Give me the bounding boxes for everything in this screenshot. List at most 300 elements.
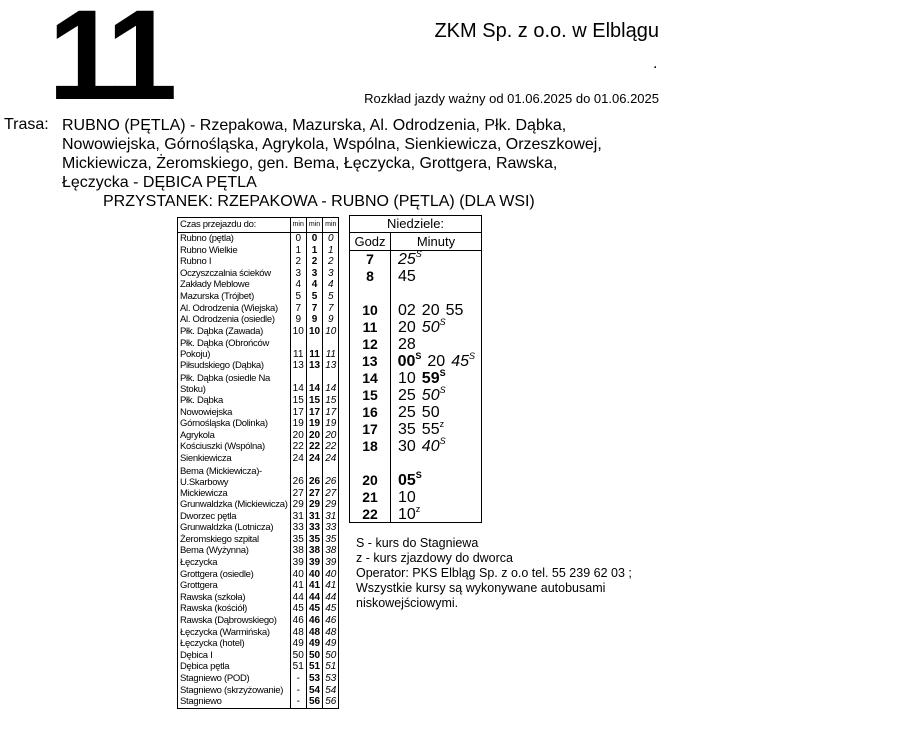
minute-marker: S	[439, 436, 446, 446]
route-description	[62, 116, 647, 192]
minute-value: 20	[427, 353, 446, 370]
stop-name: Mazurska (Trójbet)	[178, 291, 291, 303]
travel-time-row	[178, 499, 339, 511]
departure-hour: 8	[366, 268, 374, 284]
stop-name: Grunwaldzka (Mickiewicza)	[178, 499, 291, 511]
stop-name: Łęczycka (Warmińska)	[178, 627, 291, 639]
time-a: 0	[290, 233, 306, 245]
time-c: 0	[328, 233, 334, 244]
time-c: 7	[328, 302, 334, 314]
time-a: 22	[290, 441, 306, 453]
departure-row	[350, 370, 481, 387]
minute-marker: z	[439, 419, 445, 429]
travel-time-row	[178, 245, 339, 257]
departure-minute	[398, 438, 416, 455]
time-c: 4	[328, 279, 334, 291]
departure-minute	[398, 404, 416, 421]
time-a: 51	[290, 661, 306, 673]
header-dot: .	[653, 55, 658, 72]
departure-minute	[398, 387, 416, 404]
departure-row	[350, 404, 481, 421]
validity-text: Rozkład jazdy ważny od 01.06.2025 do 01.06.2025	[364, 91, 659, 106]
departure-hour: 16	[362, 404, 378, 420]
note-line: z - kurs zjazdowy do dworca	[356, 551, 514, 565]
time-a: 50	[290, 650, 306, 662]
travel-time-row	[178, 569, 339, 581]
departure-minute	[422, 438, 446, 455]
time-a: 35	[290, 534, 306, 546]
line-number: 11	[48, 0, 172, 127]
time-a: 13	[290, 360, 306, 372]
time-b: 2	[306, 256, 322, 268]
stop-name: Grottgera	[178, 580, 291, 592]
departure-minutes	[390, 251, 428, 269]
departure-minute	[398, 319, 416, 336]
time-b: 9	[306, 314, 322, 326]
time-c: 51	[325, 661, 337, 673]
minute-value: 50	[421, 387, 440, 404]
time-b: 5	[306, 291, 322, 303]
time-c: 45	[325, 603, 337, 615]
minute-value: 45	[451, 353, 469, 370]
departure-row	[350, 421, 481, 438]
time-b: 22	[306, 441, 322, 453]
stop-name: Bema (Wyżynna)	[178, 545, 291, 557]
time-c: 10	[325, 325, 337, 337]
time-b: 51	[306, 661, 322, 673]
time-c: 2	[328, 256, 334, 268]
time-c: 35	[325, 533, 337, 545]
departure-row	[350, 387, 481, 404]
travel-time-row	[178, 603, 339, 615]
travel-time-header-row	[178, 218, 339, 233]
minute-marker: S	[439, 317, 446, 327]
stop-name: Płk. Dąbka (osiedle Na Stoku)	[178, 372, 291, 395]
minute-value: 05	[398, 472, 416, 489]
minute-value: 35	[398, 421, 416, 438]
time-c: 14	[325, 383, 337, 395]
departure-minute	[398, 370, 416, 387]
time-a: 29	[290, 499, 306, 511]
minute-value: 10	[398, 506, 416, 523]
unit-header: min	[306, 218, 322, 233]
time-c: 1	[328, 244, 334, 256]
departure-minutes	[390, 387, 452, 405]
travel-time-row	[178, 696, 339, 708]
stop-name: Grunwaldzka (Lotnicza)	[178, 522, 291, 534]
note-line: niskowejściowymi.	[356, 596, 459, 610]
time-c: 13	[325, 360, 337, 372]
stop-name: Płk. Dąbka (Zawada)	[178, 326, 291, 338]
time-c: 11	[325, 348, 336, 360]
minute-value: 45	[398, 268, 416, 285]
departure-hour: 17	[362, 421, 378, 437]
departure-minute	[398, 421, 416, 438]
time-b: 35	[306, 534, 322, 546]
departure-minute	[422, 319, 446, 336]
time-a: 48	[290, 627, 306, 639]
departure-hour: 22	[362, 506, 378, 522]
time-b: 3	[306, 268, 322, 280]
time-a: 24	[290, 453, 306, 465]
stop-name: Rawska (Dąbrowskiego)	[178, 615, 291, 627]
travel-time-row	[178, 291, 339, 303]
time-b: 29	[306, 499, 322, 511]
time-b: 46	[306, 615, 322, 627]
time-a: 20	[290, 430, 306, 442]
time-a: 27	[290, 488, 306, 500]
time-b: 41	[306, 580, 322, 592]
stop-title: PRZYSTANEK: RZEPAKOWA - RUBNO (PĘTLA) (DLA WSI)	[103, 193, 535, 210]
travel-time-row	[178, 407, 339, 419]
time-c: 26	[325, 475, 337, 487]
stop-name: Rawska (szkoła)	[178, 592, 291, 604]
time-c: 3	[328, 267, 334, 279]
time-c: 27	[325, 487, 337, 499]
stop-name: Stagniewo	[178, 696, 291, 708]
time-b: 14	[306, 372, 322, 395]
time-b: 50	[306, 650, 322, 662]
minute-value: 10	[398, 489, 416, 506]
time-c: 22	[325, 441, 337, 453]
travel-time-row	[178, 268, 339, 280]
departure-hour: 7	[366, 251, 374, 267]
travel-time-row	[178, 511, 339, 523]
time-b: 40	[306, 569, 322, 581]
travel-time-row	[178, 233, 339, 245]
stop-name: Rawska (kościół)	[178, 603, 291, 615]
note-line: Wszystkie kursy są wykonywane autobusami	[356, 581, 606, 595]
time-b: 7	[306, 303, 322, 315]
travel-time-row	[178, 638, 339, 650]
minute-value: 25	[398, 387, 416, 404]
departure-minutes	[390, 404, 446, 422]
stop-name: Grottgera (osiedle)	[178, 569, 291, 581]
travel-time-row	[178, 673, 339, 685]
stop-name: Stagniewo (skrzyżowanie)	[178, 685, 291, 697]
travel-time-row	[178, 326, 339, 338]
travel-time-row	[178, 534, 339, 546]
time-c: 31	[325, 510, 337, 522]
travel-time-row	[178, 453, 339, 465]
departure-minute	[422, 302, 440, 319]
minute-marker: S	[415, 351, 422, 361]
departure-hour: 20	[362, 472, 378, 488]
time-a: 17	[290, 407, 306, 419]
time-c: 48	[325, 626, 337, 638]
minute-value: 00	[397, 353, 416, 370]
travel-time-row	[178, 465, 339, 488]
minute-marker: S	[468, 351, 475, 361]
time-b: 26	[306, 465, 322, 488]
departure-hour: 21	[362, 489, 378, 505]
minutes-header: Minuty	[416, 234, 456, 249]
stop-name: Łęczycka	[178, 557, 291, 569]
travel-time-row	[178, 522, 339, 534]
stop-name: Kościuszki (Wspólna)	[178, 441, 291, 453]
stop-name: Łęczycka (hotel)	[178, 638, 291, 650]
time-c: 29	[325, 499, 337, 511]
time-b: 49	[306, 638, 322, 650]
departure-minute	[422, 387, 446, 404]
minute-value: 25	[398, 404, 416, 421]
departure-minute	[398, 489, 416, 506]
departure-minute	[398, 472, 422, 489]
time-c: 5	[328, 290, 334, 302]
minute-value: 02	[398, 302, 416, 319]
time-b: 24	[306, 453, 322, 465]
time-a: -	[290, 696, 306, 708]
time-a: 10	[290, 326, 306, 338]
minute-value: 40	[421, 438, 440, 455]
time-c: 46	[325, 615, 337, 627]
time-a: 40	[290, 569, 306, 581]
stop-name: Zakłady Meblowe	[178, 279, 291, 291]
time-a: 7	[290, 303, 306, 315]
travel-time-row	[178, 592, 339, 604]
route-line: RUBNO (PĘTLA) - Rzepakowa, Mazurska, Al. Odrodzenia, Płk. Dąbka,	[62, 117, 567, 134]
time-b: 54	[306, 685, 322, 697]
time-a: 19	[290, 418, 306, 430]
minute-value: 55	[445, 302, 464, 319]
time-a: 4	[290, 279, 306, 291]
stop-name: Mickiewicza	[178, 488, 291, 500]
time-b: 56	[306, 696, 322, 708]
departure-row	[350, 506, 481, 523]
route-line: Łęczycka - DĘBICA PĘTLA	[62, 174, 257, 191]
stop-name: Al. Odrodzenia (Wiejska)	[178, 303, 291, 315]
time-a: -	[290, 685, 306, 697]
departure-minutes	[390, 353, 481, 371]
minute-value: 10	[398, 370, 416, 387]
travel-time-row	[178, 557, 339, 569]
time-b: 17	[306, 407, 322, 419]
departure-row	[350, 472, 481, 489]
stop-name: Górnośląska (Dolinka)	[178, 418, 291, 430]
time-b: 53	[306, 673, 322, 685]
stop-name: Żeromskiego szpital	[178, 534, 291, 546]
travel-time-row	[178, 580, 339, 592]
time-b: 1	[306, 245, 322, 257]
time-a: 31	[290, 511, 306, 523]
hour-header: Godz	[350, 233, 391, 250]
travel-time-table	[177, 217, 339, 709]
stop-name: Rubno Wielkie	[178, 245, 291, 257]
departure-hour: 13	[362, 353, 378, 369]
time-b: 19	[306, 418, 322, 430]
travel-time-row	[178, 303, 339, 315]
stop-name: Płk. Dąbka (Obrońców Pokoju)	[178, 337, 291, 360]
time-b: 27	[306, 488, 322, 500]
minute-value: 20	[421, 302, 440, 319]
time-c: 39	[325, 557, 337, 569]
stop-name: Oczyszczalnia ścieków	[178, 268, 291, 280]
time-b: 33	[306, 522, 322, 534]
travel-time-row	[178, 545, 339, 557]
route-label: Trasa:	[4, 116, 49, 133]
notes	[356, 536, 632, 611]
departure-minute	[398, 506, 420, 523]
departures-table	[349, 215, 482, 523]
departure-minutes	[390, 268, 422, 286]
time-a: 41	[290, 580, 306, 592]
departure-hour: 12	[362, 336, 378, 352]
time-a: 5	[290, 291, 306, 303]
travel-time-row	[178, 685, 339, 697]
travel-time-row	[178, 256, 339, 268]
stop-name: Dworzec pętla	[178, 511, 291, 523]
stop-name: Agrykola	[178, 430, 291, 442]
departure-hour: 14	[362, 370, 378, 386]
time-a: 15	[290, 395, 306, 407]
travel-time-row	[178, 279, 339, 291]
time-c: 50	[325, 649, 337, 661]
time-c: 40	[325, 568, 337, 580]
departure-minute	[422, 404, 440, 421]
departure-hour: 10	[362, 302, 378, 318]
departure-minute	[398, 302, 416, 319]
minute-marker: S	[439, 385, 446, 395]
route-line: Mickiewicza, Żeromskiego, gen. Bema, Łęczycka, Grottgera, Rawska,	[62, 155, 558, 172]
time-c: 41	[325, 580, 337, 592]
time-c: 17	[325, 406, 337, 418]
time-a: 9	[290, 314, 306, 326]
time-b: 38	[306, 545, 322, 557]
minute-value: 59	[421, 370, 440, 387]
minute-marker: S	[415, 470, 422, 480]
departure-row	[350, 353, 481, 370]
departure-hour: 18	[362, 438, 378, 454]
departure-row	[350, 319, 481, 336]
time-c: 53	[325, 673, 337, 684]
departure-minutes	[390, 302, 469, 320]
travel-time-row	[178, 418, 339, 430]
time-a: 39	[290, 557, 306, 569]
departure-row	[350, 302, 481, 319]
time-a: 1	[290, 245, 306, 257]
time-a: 11	[290, 337, 306, 360]
time-c: 49	[325, 638, 337, 650]
time-a: 33	[290, 522, 306, 534]
time-a: 38	[290, 545, 306, 557]
departure-minute	[451, 353, 475, 370]
departure-minute	[398, 336, 416, 353]
travel-time-row	[178, 661, 339, 673]
time-b: 11	[306, 337, 322, 360]
time-b: 39	[306, 557, 322, 569]
unit-header: min	[323, 218, 339, 233]
departure-minutes	[390, 472, 428, 490]
departure-row	[350, 251, 481, 268]
stop-name: Rubno I	[178, 256, 291, 268]
stop-name: Al. Odrodzenia (osiedle)	[178, 314, 291, 326]
day-label: Niedziele:	[350, 216, 481, 233]
time-c: 20	[325, 429, 337, 441]
stop-name: Nowowiejska	[178, 407, 291, 419]
travel-time-row	[178, 430, 339, 442]
time-a: 49	[290, 638, 306, 650]
departure-row	[350, 438, 481, 455]
travel-time-row	[178, 650, 339, 662]
time-a: 46	[290, 615, 306, 627]
travel-time-row	[178, 314, 339, 326]
minute-value: 28	[398, 336, 416, 353]
time-c: 15	[325, 394, 337, 406]
minute-marker: S	[439, 368, 446, 378]
time-a: 44	[290, 592, 306, 604]
departure-minute	[446, 302, 464, 319]
time-b: 13	[306, 360, 322, 372]
minute-value: 25	[398, 251, 416, 268]
time-c: 9	[328, 314, 334, 326]
stop-name: Płk. Dąbka	[178, 395, 291, 407]
travel-time-row	[178, 441, 339, 453]
travel-time-row	[178, 488, 339, 500]
route-line: Nowowiejska, Górnośląska, Agrykola, Wspólna, Sienkiewicza, Orzeszkowej,	[62, 136, 602, 153]
travel-time-row	[178, 360, 339, 372]
time-c: 33	[325, 522, 337, 534]
note-line: S - kurs do Stagniewa	[356, 536, 479, 550]
time-b: 44	[306, 592, 322, 604]
time-a: -	[290, 673, 306, 685]
departure-minute	[398, 353, 422, 370]
departure-hour: 15	[362, 387, 378, 403]
stop-name: Dębica I	[178, 650, 291, 662]
note-line: Operator: PKS Elbląg Sp. z o.o tel. 55 239 62 03 ;	[356, 566, 632, 580]
travel-time-row	[178, 372, 339, 395]
travel-time-header: Czas przejazdu do:	[178, 218, 291, 233]
stop-name: Piłsudskiego (Dąbka)	[178, 360, 291, 372]
time-a: 14	[290, 372, 306, 395]
travel-time-row	[178, 615, 339, 627]
departure-hour: 11	[362, 319, 378, 335]
time-a: 26	[290, 465, 306, 488]
departure-minutes	[390, 506, 426, 524]
time-b: 10	[306, 326, 322, 338]
time-b: 31	[306, 511, 322, 523]
departure-minute	[398, 268, 416, 285]
time-b: 0	[306, 233, 322, 245]
company-name: ZKM Sp. z o.o. w Elblągu	[434, 20, 659, 42]
time-a: 2	[290, 256, 306, 268]
stop-name: Dębica pętla	[178, 661, 291, 673]
minute-marker: S	[415, 249, 422, 259]
stop-name: Stagniewo (POD)	[178, 673, 291, 685]
departure-minute	[398, 251, 422, 268]
time-b: 45	[306, 603, 322, 615]
time-c: 44	[325, 591, 337, 603]
stop-name: Sienkiewicza	[178, 453, 291, 465]
time-a: 45	[290, 603, 306, 615]
minute-value: 50	[421, 319, 440, 336]
time-b: 20	[306, 430, 322, 442]
time-b: 15	[306, 395, 322, 407]
time-b: 48	[306, 627, 322, 639]
stop-name: Rubno (pętla)	[178, 233, 291, 245]
travel-time-row	[178, 395, 339, 407]
minute-value: 55	[421, 421, 440, 438]
time-c: 38	[325, 545, 337, 557]
unit-header: min	[290, 218, 306, 233]
departure-row	[350, 268, 481, 285]
time-c: 56	[325, 696, 337, 708]
departure-minutes	[390, 438, 452, 456]
stop-name: Bema (Mickiewicza)-U.Skarbowy	[178, 465, 291, 488]
minute-value: 20	[398, 319, 416, 336]
time-c: 19	[325, 418, 337, 430]
time-c: 54	[325, 684, 337, 696]
minute-value: 30	[398, 438, 416, 455]
